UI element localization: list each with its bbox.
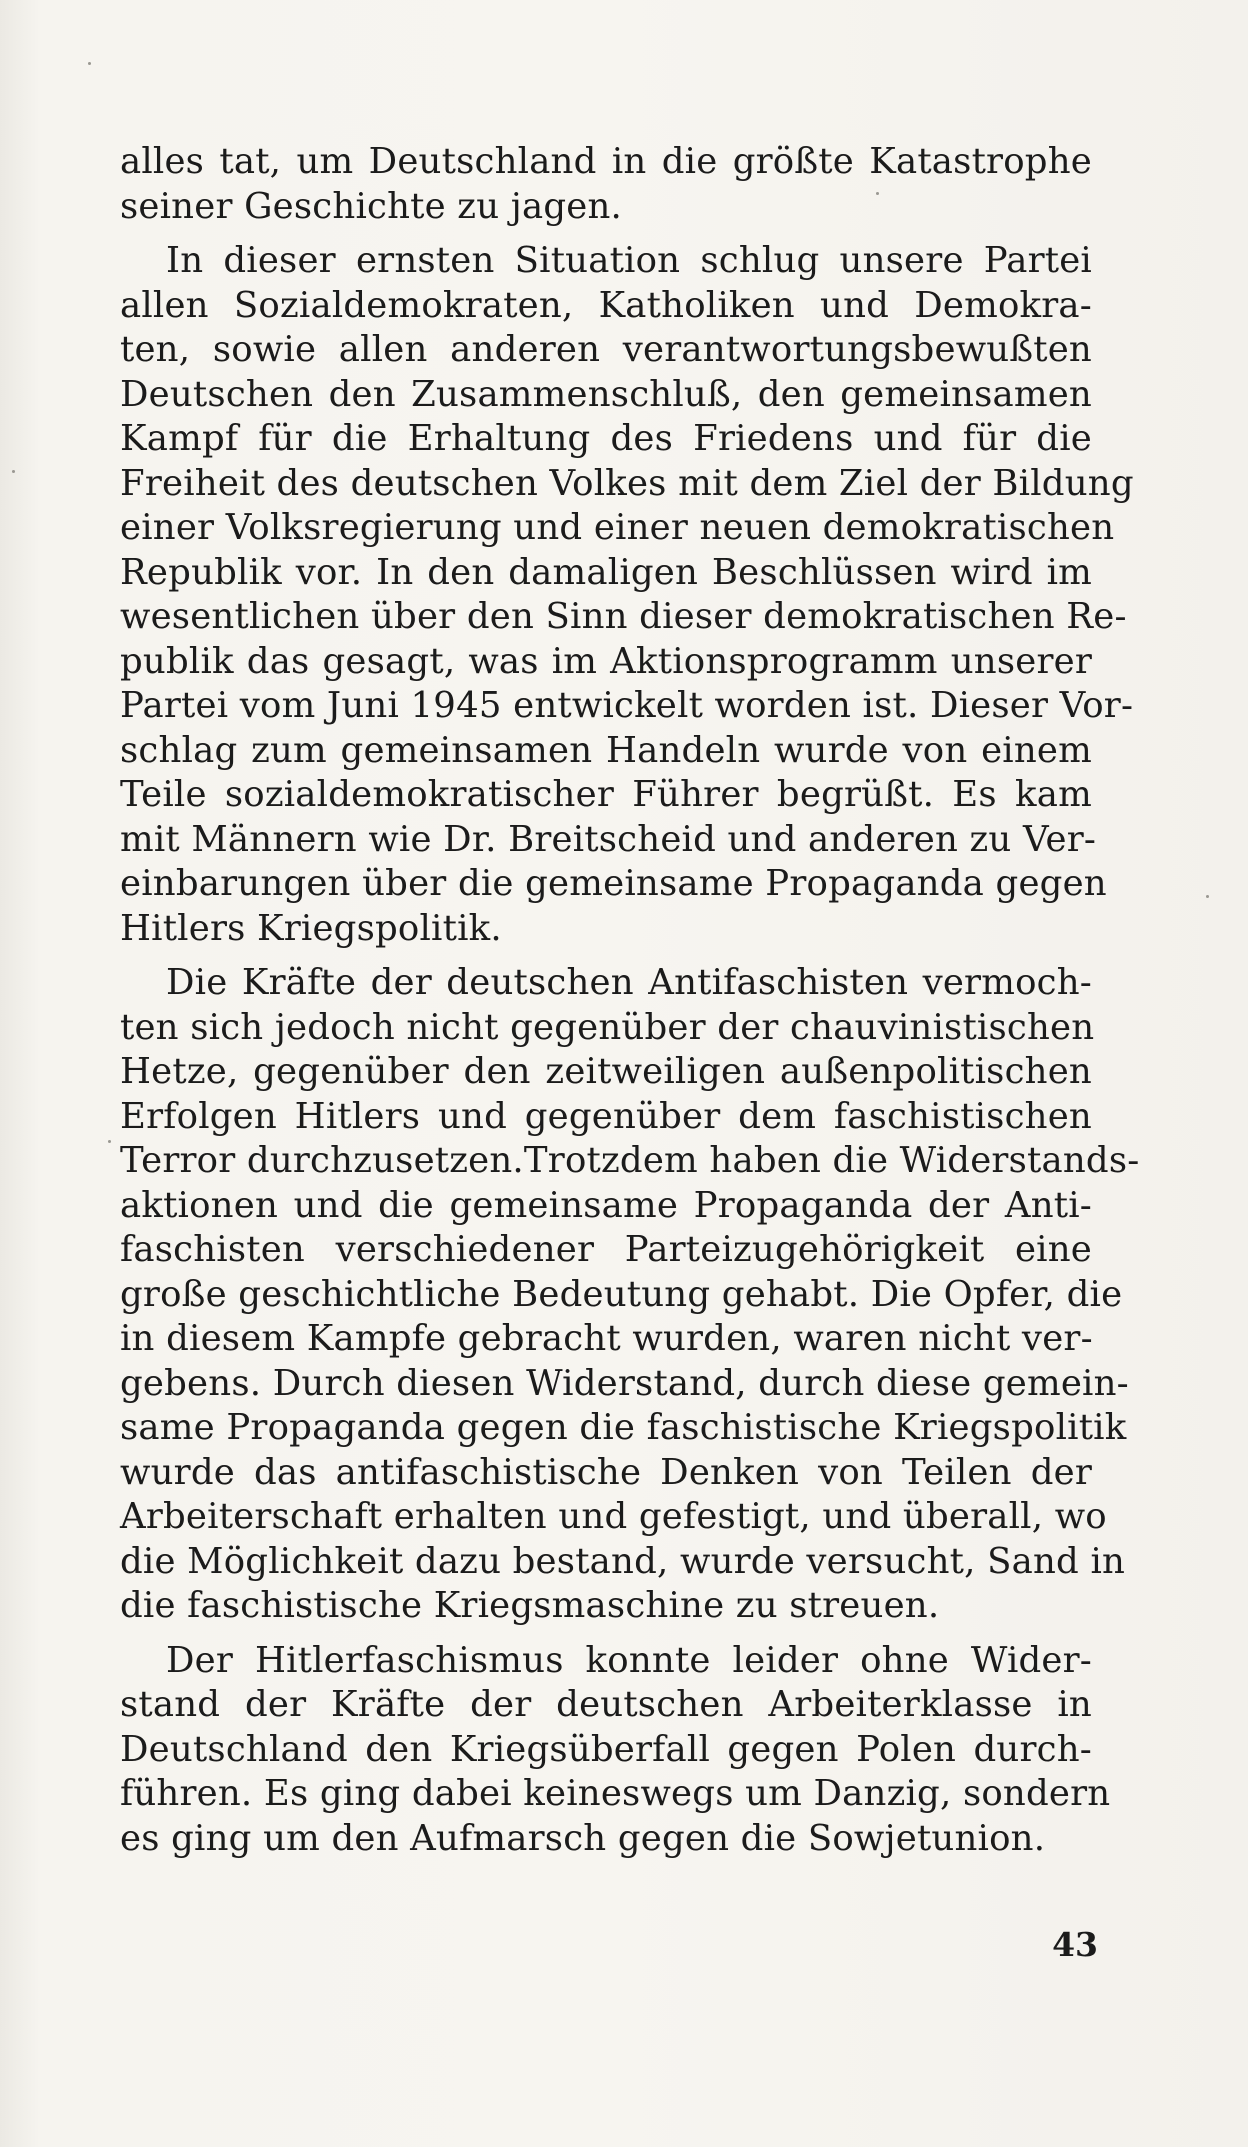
text-line: Deutschland den Kriegsüberfall gegen Polen durch- (120, 1728, 1092, 1770)
text-line: stand der Kräfte der deutschen Arbeiterklasse in (120, 1684, 1092, 1725)
text-line: mit Männern wie Dr. Breitscheid und anderen zu Ver- (120, 818, 1097, 860)
paper-speck (12, 470, 15, 473)
text-line: aktionen und die gemeinsame Propaganda der Anti- (120, 1184, 1092, 1226)
text-line: faschisten verschiedener Parteizugehörigkeit eine (120, 1229, 1092, 1270)
text-line: Die Kräfte der deutschen Antifaschisten vermoch- (166, 962, 1092, 1003)
paragraph (120, 1639, 1111, 1862)
paragraph (120, 961, 1140, 1629)
paper-speck (88, 62, 91, 65)
text-line: die Möglichkeit dazu bestand, wurde versucht, Sand in (120, 1540, 1126, 1582)
text-line: alles tat, um Deutschland in die größte Katastrophe (120, 141, 1092, 182)
text-line: gebens. Durch diesen Widerstand, durch diese gemein- (120, 1362, 1129, 1404)
paper-speck (1206, 895, 1209, 898)
text-line: same Propaganda gegen die faschistische Kriegspolitik (120, 1407, 1127, 1448)
text-line: schlag zum gemeinsamen Handeln wurde von einem (120, 729, 1092, 771)
text-line: Kampf für die Erhaltung des Friedens und für die (120, 418, 1092, 459)
text-line: es ging um den Aufmarsch gegen die Sowjetunion. (120, 1817, 1046, 1859)
text-line: ten, sowie allen anderen verantwortungsbewußten (120, 329, 1092, 370)
paragraph (120, 239, 1134, 951)
text-line: führen. Es ging dabei keineswegs um Danzig, sondern (120, 1773, 1111, 1814)
text-line: In dieser ernsten Situation schlug unsere Partei (166, 240, 1092, 281)
text-line: große geschichtliche Bedeutung gehabt. Die Opfer, die (120, 1273, 1123, 1315)
text-line: Republik vor. In den damaligen Beschlüssen wird im (120, 551, 1092, 593)
text-line: einer Volksregierung und einer neuen demokratischen (120, 507, 1115, 548)
text-line: Hitlers Kriegspolitik. (120, 907, 502, 949)
paragraph (120, 140, 1092, 229)
text-line: Arbeiterschaft erhalten und gefestigt, und überall, wo (120, 1496, 1107, 1537)
text-line: Freiheit des deutschen Volkes mit dem Ziel der Bildung (120, 462, 1134, 504)
text-line: Hetze, gegenüber den zeitweiligen außenpolitischen (120, 1051, 1092, 1092)
text-line: allen Sozialdemokraten, Katholiken und Demokra- (120, 284, 1092, 326)
text-line: Terror durchzusetzen.Trotzdem haben die Widerstands- (120, 1140, 1140, 1181)
text-line: wesentlichen über den Sinn dieser demokratischen Re- (120, 596, 1127, 637)
text-line: Der Hitlerfaschismus konnte leider ohne Wider- (166, 1639, 1092, 1681)
text-line: einbarungen über die gemeinsame Propaganda gegen (120, 863, 1107, 904)
paper-speck (108, 1140, 111, 1143)
text-line: die faschistische Kriegsmaschine zu streuen. (120, 1585, 940, 1626)
text-line: Erfolgen Hitlers und gegenüber dem faschistischen (120, 1095, 1092, 1137)
text-line: Teile sozialdemokratischer Führer begrüßt. Es kam (120, 774, 1092, 815)
text-line: seiner Geschichte zu jagen. (120, 185, 623, 227)
text-line: Deutschen den Zusammenschluß, den gemeinsamen (120, 373, 1092, 415)
text-line: in diesem Kampfe gebracht wurden, waren nicht ver- (120, 1318, 1093, 1359)
page-number: 43 (1052, 1925, 1098, 1964)
text-line: publik das gesagt, was im Aktionsprogramm unserer (120, 640, 1092, 682)
text-line: Partei vom Juni 1945 entwickelt worden ist. Dieser Vor- (120, 685, 1134, 726)
text-line: wurde das antifaschistische Denken von Teilen der (120, 1451, 1092, 1493)
body-text (120, 140, 1140, 1871)
text-line: ten sich jedoch nicht gegenüber der chauvinistischen (120, 1006, 1095, 1048)
